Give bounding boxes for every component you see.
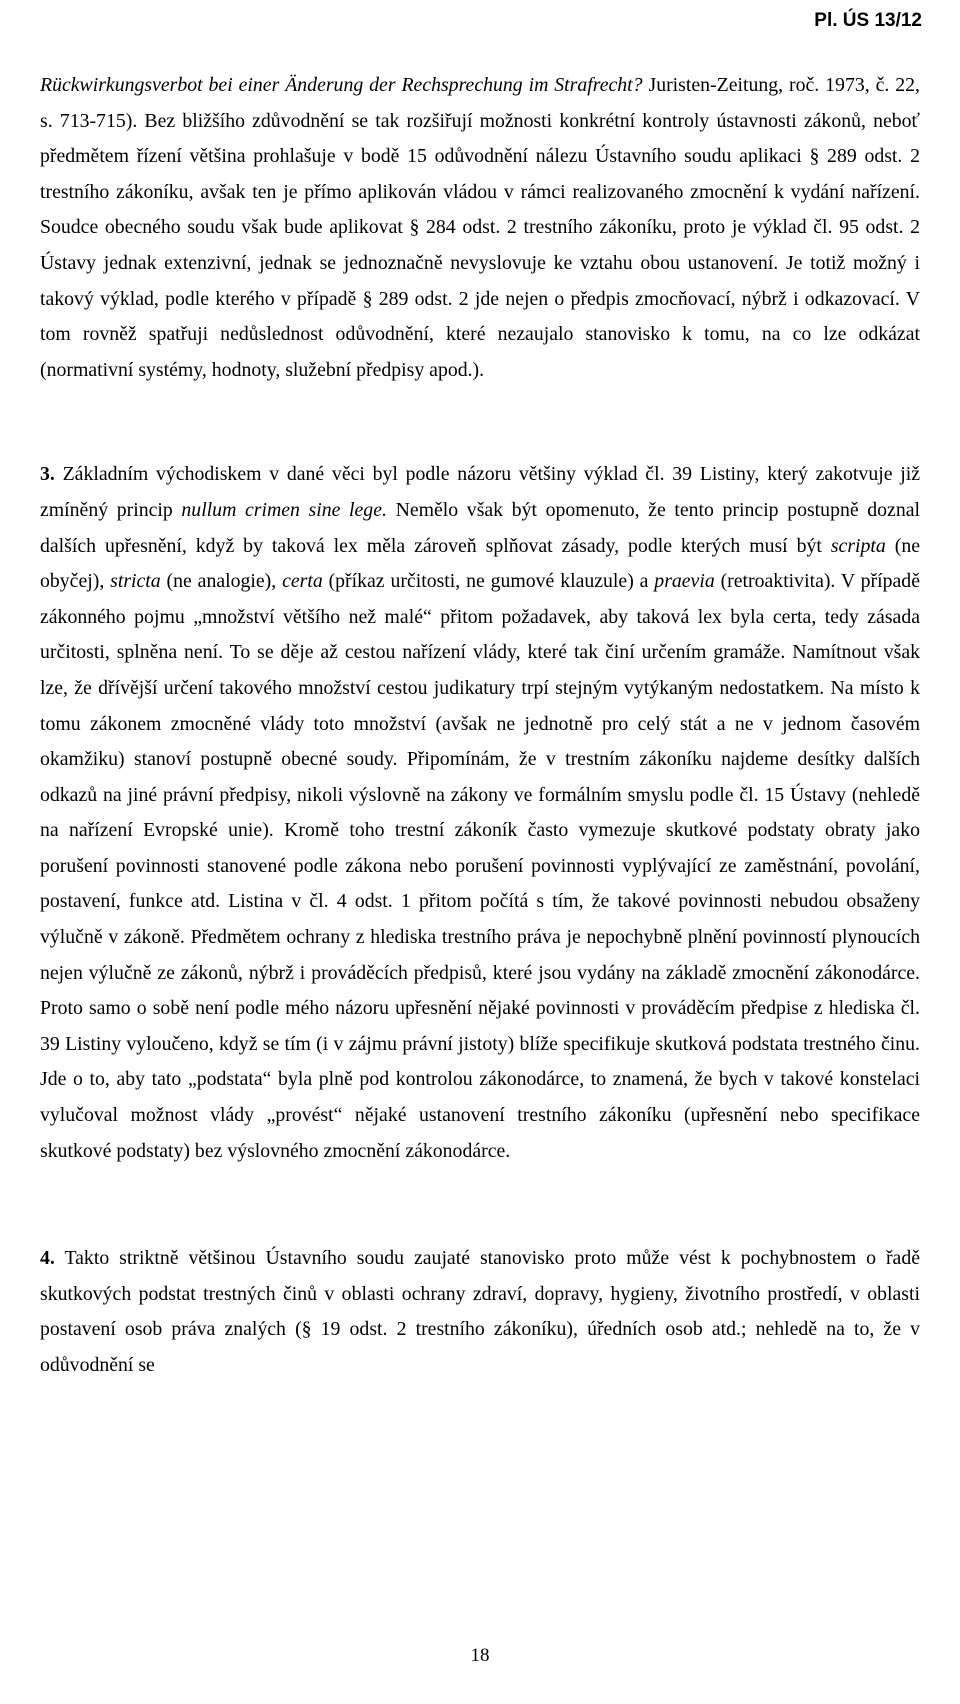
- latin-term: stricta: [110, 570, 161, 593]
- document-body: [40, 68, 920, 1384]
- paragraph-gap: [40, 388, 920, 457]
- paragraph-4: [40, 1241, 920, 1383]
- paragraph-number: 4.: [40, 1247, 55, 1270]
- paragraph-text: (ne analogie),: [160, 570, 283, 593]
- latin-term: certa: [282, 570, 323, 593]
- paragraph-text: Základním východiskem v dané věci byl podle názoru většiny výklad čl. 39 Listiny, který zakotvuje již zmíněný princip: [40, 463, 920, 521]
- paragraph-text: Nemělo však být opomenuto, že tento princip postupně doznal dalších upřesnění, když by taková lex měla zároveň splňovat zásady, podle kterých musí být: [40, 498, 920, 557]
- latin-term: scripta: [830, 534, 886, 557]
- paragraph-text: Juristen-Zeitung, roč. 1973, č. 22, s. 713-715). Bez bližšího zdůvodnění se tak rozšiřují možnosti konkrétní kontroly ústavnosti zákonů, neboť předmětem řízení většina prohlašuje v bodě 15 odůvodnění nálezu Ústavního soudu aplikaci § 289 odst. 2 trestního zákoníku, avšak ten je přímo aplikován vládou v rámci realizovaného zmocnění k vydání nařízení. Soudce obecného soudu však bude aplikovat § 284 odst. 2 trestního zákoníku, proto je výklad čl. 95 odst. 2 Ústavy jednak extenzivní, jednak se jednoznačně nevyslovuje ke vztahu obou ustanovení. Je totiž možný i takový výklad, podle kterého v případě § 289 odst. 2 jde nejen o předpis zmocňovací, nýbrž i odkazovací. V tom rovněž spatřuji nedůslednost odůvodnění, které nezaujalo stanovisko k tomu, na co lze odkázat (normativní systémy, hodnoty, služební předpisy apod.).: [40, 74, 920, 381]
- document-reference: Pl. ÚS 13/12: [814, 10, 922, 31]
- latin-term: nullum crimen sine lege.: [181, 498, 387, 521]
- paragraph-gap: [40, 1169, 920, 1241]
- cited-title: Rückwirkungsverbot bei einer Änderung der Rechsprechung im Strafrecht?: [40, 74, 643, 96]
- paragraph-text: (ne obyčej),: [40, 534, 921, 593]
- paragraph-text: (příkaz určitosti, ne gumové klauzule) a: [322, 570, 655, 593]
- paragraph-text: Takto striktně většinou Ústavního soudu zaujaté stanovisko proto může vést k pochybnostem o řadě skutkových podstat trestných činů v oblasti ochrany zdraví, dopravy, hygieny, životního prostředí, v oblasti postavení osob práva znalých (§ 19 odst. 2 trestního zákoníku), úředních osob atd.; nehledě na to, že v odůvodnění se: [40, 1247, 920, 1376]
- paragraph-3: [40, 457, 920, 1169]
- paragraph-continuation: [40, 68, 920, 388]
- page-number: 18: [470, 1645, 490, 1666]
- paragraph-number: 3.: [40, 463, 55, 486]
- paragraph-text: (retroaktivita). V případě zákonného pojmu „množství většího než malé“ přitom požadavek, aby taková lex byla certa, tedy zásada určitosti, splněna není. To se děje až cestou nařízení vlády, které tak činí určením gramáže. Namítnout však lze, že dřívější určení takového množství cestou judikatury trpí stejným vytýkaným nedostatkem. Na místo k tomu zákonem zmocněné vlády toto množství (avšak ne jednotně pro celý stát a ne v jednom časovém okamžiku) stanoví postupně obecné soudy. Připomínám, že v trestním zákoníku najdeme desítky dalších odkazů na jiné právní předpisy, nikoli výslovně na zákony ve formálním smyslu podle čl. 15 Ústavy (nehledě na nařízení Evropské unie). Kromě toho trestní zákoník často vymezuje skutkové podstaty obraty jako porušení povinnosti stanovené podle zákona nebo porušení povinnosti vyplývající ze zaměstnání, povolání, postavení, funkce atd. Listina v čl. 4 odst. 1 přitom počítá s tím, že takové povinnosti nebudou obsaženy výlučně v zákoně. Předmětem ochrany z hlediska trestního práva je nepochybně plnění povinností plynoucích nejen výlučně ze zákonů, nýbrž i prováděcích předpisů, které jsou vydány na základě zmocnění zákonodárce. Proto samo o sobě není podle mého názoru upřesnění nějaké povinnosti v prováděcím předpise z hlediska čl. 39 Listiny vyloučeno, když se tím (i v zájmu právní jistoty) blíže specifikuje skutková podstata trestného činu. Jde o to, aby tato „podstata“ byla plně pod kontrolou zákonodárce, to znamená, že bych v takové konstelaci vylučoval možnost vlády „provést“ nějaké ustanovení trestního zákoníku (upřesnění nebo specifikace skutkové podstaty) bez výslovného zmocnění zákonodárce.: [40, 570, 920, 1162]
- latin-term: praevia: [654, 570, 715, 593]
